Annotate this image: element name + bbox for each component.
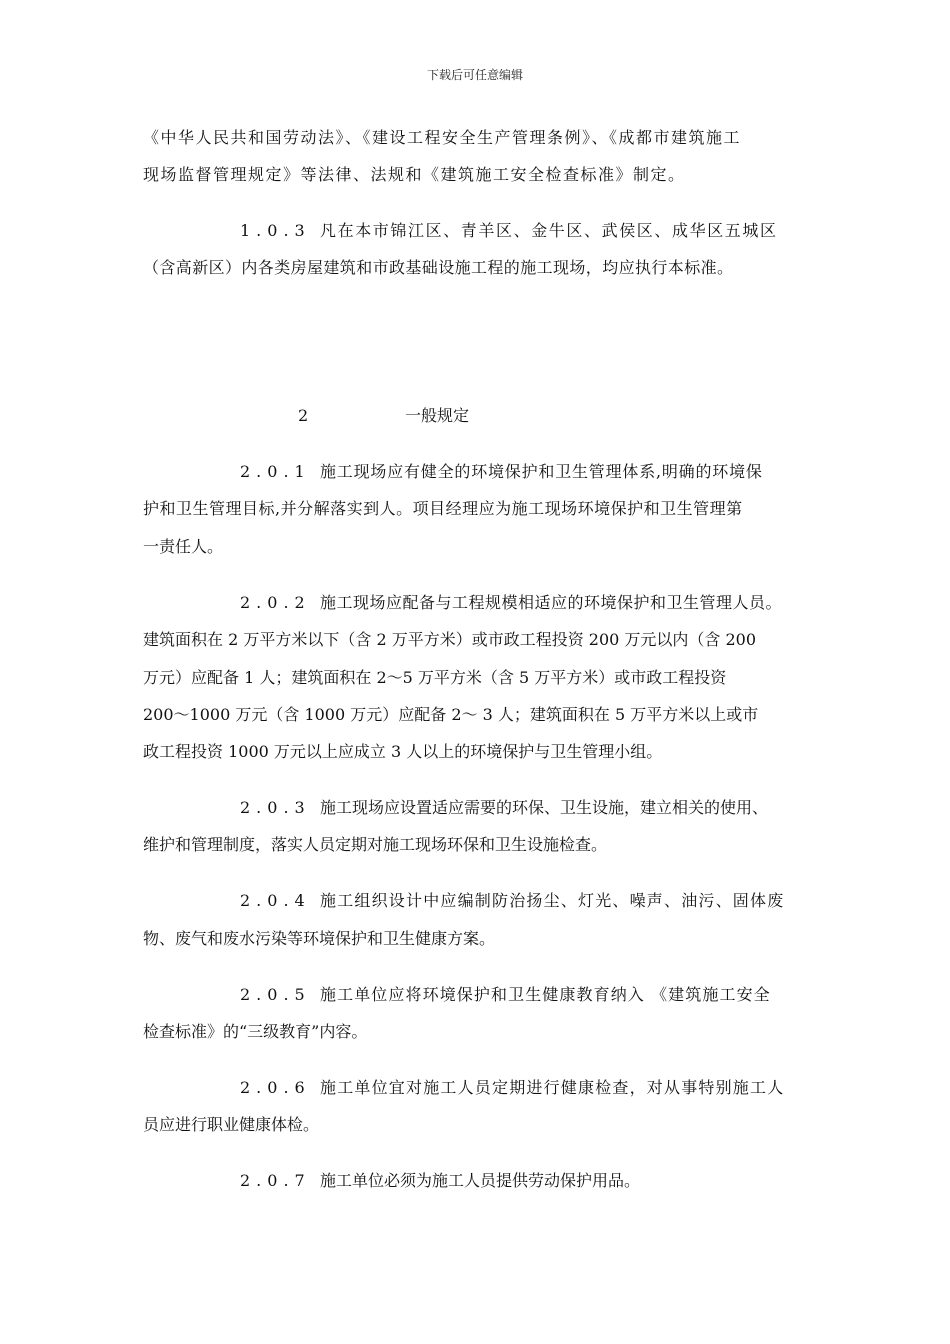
intro-line-2: 现场监督管理规定》等法律、法规和《建筑施工安全检查标准》制定。 [143,165,686,184]
clause-text-line: 施工组织设计中应编制防治扬尘、灯光、噪声、油污、固体废 [320,891,785,910]
clause-text-line: 200～1000 万元（含 1000 万元）应配备 2～ 3 人；建筑面积在 5 万平方米以上或市 [143,705,759,724]
section-title: 一般规定 [405,406,470,425]
clause-number: 2.0.3 [240,798,311,817]
clause-text-line: 凡在本市锦江区、青羊区、金牛区、武侯区、成华区五城区 [320,221,778,240]
clause-text-line: 物、废气和废水污染等环境保护和卫生健康方案。 [143,929,496,948]
clause-text-line: 万元）应配备 1 人；建筑面积在 2～5 万平方米（含 5 万平方米）或市政工程投资 [143,668,727,687]
clause-text-line: 政工程投资 1000 万元以上应成立 3 人以上的环境保护与卫生管理小组。 [143,742,663,761]
clause-text-line: 护和卫生管理目标,并分解落实到人。项目经理应为施工现场环境保护和卫生管理第 [143,499,743,518]
clause-text-line: 建筑面积在 2 万平方米以下（含 2 万平方米）或市政工程投资 200 万元以内（含 200 [143,630,757,649]
clause-text-line: 施工现场应配备与工程规模相适应的环境保护和卫生管理人员。 [320,593,783,612]
clause-text-line: （含高新区）内各类房屋建筑和市政基础设施工程的施工现场，均应执行本标准。 [143,258,734,277]
clause-text-line: 员应进行职业健康体检。 [143,1115,320,1134]
clause-text-line: 施工单位应将环境保护和卫生健康教育纳入 《建筑施工安全 [320,985,771,1004]
clause-text-line: 一责任人。 [143,537,224,556]
clause-text-line: 施工现场应有健全的环境保护和卫生管理体系,明确的环境保 [320,462,763,481]
clause-number: 2.0.1 [240,462,311,481]
clause-text-line: 施工现场应设置适应需要的环保、卫生设施，建立相关的使用、 [320,798,769,817]
section-number: 2 [298,406,309,425]
clause-text-line: 维护和管理制度，落实人员定期对施工现场环保和卫生设施检查。 [143,835,608,854]
clause-number: 2.0.5 [240,985,311,1004]
clause-number: 2.0.7 [240,1171,311,1190]
clause-number: 2.0.2 [240,593,311,612]
page-header: 下载后可任意编辑 [426,68,523,82]
clause-number: 2.0.6 [240,1078,311,1097]
clause-number: 2.0.4 [240,891,311,910]
intro-line-1: 《中华人民共和国劳动法》、《建设工程安全生产管理条例》、《成都市建筑施工 [143,128,742,147]
clause-number: 1.0.3 [240,221,311,240]
clause-text-line: 施工单位必须为施工人员提供劳动保护用品。 [320,1171,641,1190]
clause-text-line: 施工单位宜对施工人员定期进行健康检查，对从事特别施工人 [320,1078,785,1097]
clause-text-line: 检查标准》的“三级教育”内容。 [143,1022,368,1041]
